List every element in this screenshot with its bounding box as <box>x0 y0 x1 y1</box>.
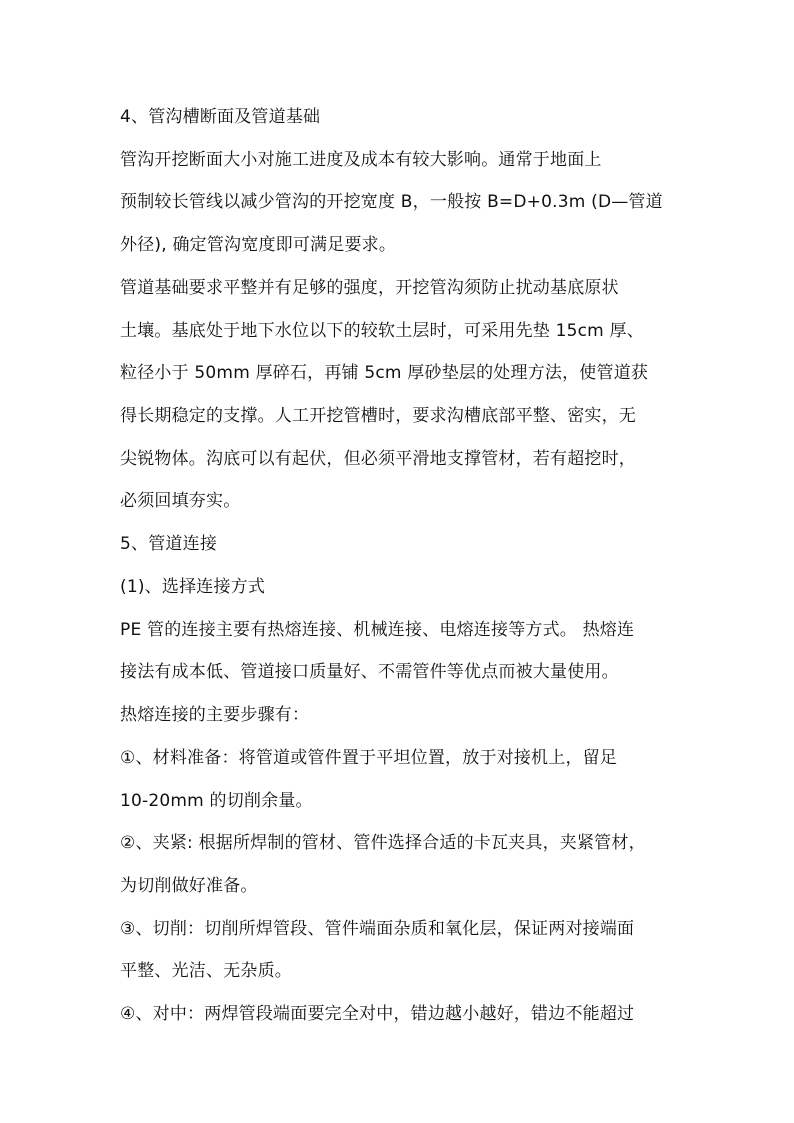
paragraph-line: 粒径小于 50mm 厚碎石，再铺 5cm 厚砂垫层的处理方法，使管道获 <box>120 363 649 383</box>
paragraph-line: 预制较长管线以减少管沟的开挖宽度 B，一般按 B=D+0.3m (D—管道 <box>120 192 663 212</box>
list-item-continuation: 为切削做好准备。 <box>120 876 258 896</box>
list-item-continuation: 平整、光洁、无杂质。 <box>120 961 292 981</box>
list-item: ③、切削：切削所焊管段、管件端面杂质和氧化层，保证两对接端面 <box>120 919 635 939</box>
paragraph-line: 热熔连接的主要步骤有： <box>120 705 310 725</box>
section-heading: 4、管沟槽断面及管道基础 <box>120 107 321 127</box>
list-item: ①、材料准备：将管道或管件置于平坦位置，放于对接机上，留足 <box>120 748 618 768</box>
subsection-heading: (1)、选择连接方式 <box>120 577 266 597</box>
paragraph-line: 管道基础要求平整并有足够的强度，开挖管沟须防止扰动基底原状 <box>120 278 619 298</box>
list-item-continuation: 10-20mm 的切削余量。 <box>120 791 313 811</box>
paragraph-line: PE 管的连接主要有热熔连接、机械连接、电熔连接等方式。 热熔连 <box>120 620 635 640</box>
list-item: ④、对中：两焊管段端面要完全对中，错边越小越好，错边不能超过 <box>120 1004 635 1024</box>
paragraph-line: 土壤。基底处于地下水位以下的较软土层时，可采用先垫 15cm 厚、 <box>120 321 644 341</box>
paragraph-line: 管沟开挖断面大小对施工进度及成本有较大影响。通常于地面上 <box>120 150 602 170</box>
section-heading: 5、管道连接 <box>120 534 218 554</box>
paragraph-line: 外径), 确定管沟宽度即可满足要求。 <box>120 235 397 255</box>
paragraph-line: 尖锐物体。沟底可以有起伏，但必须平滑地支撑管材，若有超挖时， <box>120 449 636 469</box>
paragraph-line: 必须回填夯实。 <box>120 491 241 511</box>
paragraph-line: 得长期稳定的支撑。人工开挖管槽时，要求沟槽底部平整、密实，无 <box>120 406 636 426</box>
paragraph-line: 接法有成本低、管道接口质量好、不需管件等优点而被大量使用。 <box>120 662 619 682</box>
list-item: ②、夹紧: 根据所焊制的管材、管件选择合适的卡瓦夹具，夹紧管材， <box>120 833 646 853</box>
